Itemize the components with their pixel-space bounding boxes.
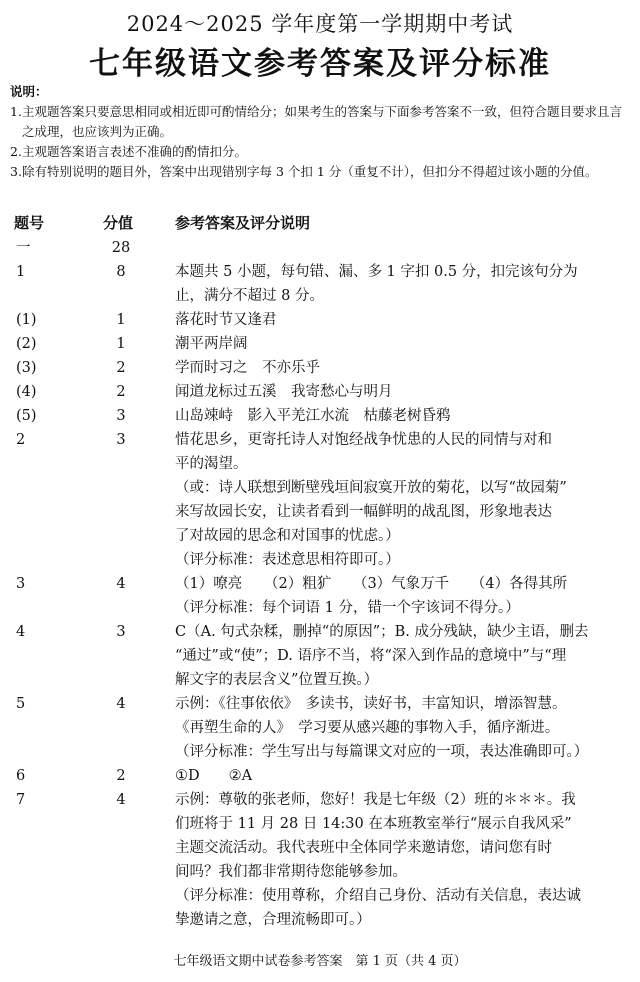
table-row <box>0 428 640 572</box>
instruction-text: 主观题答案只要意思相同或相近即可酌情给分；如果考生的答案与下面参考答案不一致，但符合题目要求且言之成理，也应该判为正确。 <box>22 104 623 139</box>
instruction-item <box>10 162 630 182</box>
answer-line: （评分标准：使用尊称，介绍自己身份、活动有关信息，表达诚 <box>175 888 581 904</box>
table-row <box>0 380 640 404</box>
answer-line: 间吗？我们都非常期待您能够参加。 <box>175 864 407 880</box>
answer-line: （评分标准：学生写出与每篇课文对应的一项，表达准确即可。） <box>175 744 589 760</box>
table-row <box>0 260 640 308</box>
column-header-question: 题号 <box>14 214 45 232</box>
table-header <box>0 212 640 234</box>
table-row <box>0 236 640 260</box>
question-number: 一 <box>16 240 31 256</box>
answer-text <box>175 356 633 380</box>
answer-line: 示例：《往事依依》 多读书，读好书，丰富知识，增添智慧。 <box>175 696 567 712</box>
answer-line: ①D ②A <box>175 768 253 784</box>
table-row <box>0 308 640 332</box>
answer-line: 解文字的表层含义”位置互换。） <box>175 672 379 688</box>
question-number: 3 <box>16 576 26 592</box>
answer-text <box>175 260 633 308</box>
answer-line: （或：诗人联想到断壁残垣间寂寞开放的菊花，以写“故园菊” <box>175 480 567 496</box>
instruction-number: 2. <box>10 144 22 159</box>
question-number: 1 <box>16 264 26 280</box>
question-number: 2 <box>16 432 26 448</box>
column-header-answer: 参考答案及评分说明 <box>175 214 311 232</box>
answer-line: （1）嘹亮 （2）粗犷 （3）气象万千 （4）各得其所 <box>175 576 568 592</box>
table-row <box>0 404 640 428</box>
question-score: 3 <box>116 432 126 448</box>
question-number: (5) <box>16 408 37 424</box>
question-score: 2 <box>116 384 126 400</box>
table-row <box>0 620 640 692</box>
answer-line: 来写故园长安，让读者看到一幅鲜明的战乱图，形象地表达 <box>175 504 552 520</box>
question-number: (2) <box>16 336 37 352</box>
answer-line: 止，满分不超过 8 分。 <box>175 288 324 304</box>
question-score: 2 <box>116 768 126 784</box>
table-row <box>0 764 640 788</box>
question-number: (3) <box>16 360 37 376</box>
instruction-number: 3. <box>10 164 22 179</box>
answer-line: （评分标准：每个词语 1 分，错一个字该词不得分。） <box>175 600 520 616</box>
page-title: 七年级语文参考答案及评分标准 <box>89 46 551 82</box>
question-number: (4) <box>16 384 37 400</box>
answer-text <box>175 380 633 404</box>
answer-text <box>175 404 633 428</box>
answer-line: 挚邀请之意，合理流畅即可。） <box>175 912 371 928</box>
instruction-text: 除有特别说明的题目外，答案中出现错别字每 3 个扣 1 分（重复不计），但扣分不得超过该小题的分值。 <box>22 164 598 179</box>
answer-line: 主题交流活动。我代表班中全体同学来邀请您，请问您有时 <box>175 840 552 856</box>
answer-text <box>175 692 633 764</box>
answer-text <box>175 788 633 932</box>
answer-line: 学而时习之 不亦乐乎 <box>175 360 320 376</box>
page-footer: 七年级语文期中试卷参考答案 第 1 页（共 4 页） <box>173 954 467 969</box>
instruction-item <box>10 102 630 142</box>
answer-text <box>175 620 633 692</box>
table-row <box>0 692 640 764</box>
question-number: 4 <box>16 624 26 640</box>
instruction-text: 主观题答案语言表述不准确的酌情扣分。 <box>22 144 248 159</box>
instructions-block <box>10 82 630 182</box>
answer-line: 闻道龙标过五溪 我寄愁心与明月 <box>175 384 393 400</box>
table-row <box>0 572 640 620</box>
answer-line: （评分标准：表述意思相符即可。） <box>175 552 400 568</box>
question-score: 28 <box>111 240 131 256</box>
answer-line: 潮平两岸阔 <box>175 336 248 352</box>
answer-text <box>175 332 633 356</box>
answer-line: 落花时节又逢君 <box>175 312 277 328</box>
question-number: 6 <box>16 768 26 784</box>
answer-line: 山岛竦峙 影入平羌江水流 枯藤老树昏鸦 <box>175 408 451 424</box>
question-score: 1 <box>116 336 126 352</box>
instruction-item <box>10 142 630 162</box>
answer-line: 平的渴望。 <box>175 456 248 472</box>
answer-text <box>175 308 633 332</box>
answer-line: 惜花思乡，更寄托诗人对饱经战争忧患的人民的同情与对和 <box>175 432 552 448</box>
exam-subtitle: 2024～2025 学年度第一学期期中考试 <box>126 12 514 36</box>
question-score: 8 <box>116 264 126 280</box>
answer-text <box>175 572 633 620</box>
instruction-number: 1. <box>10 104 22 119</box>
question-score: 3 <box>116 624 126 640</box>
question-score: 4 <box>116 792 126 808</box>
answer-line: 们班将于 11 月 28 日 14:30 在本班教室举行“展示自我风采” <box>175 816 572 832</box>
answer-text <box>175 764 633 788</box>
question-score: 1 <box>116 312 126 328</box>
question-number: 5 <box>16 696 26 712</box>
table-row <box>0 788 640 932</box>
question-score: 4 <box>116 576 126 592</box>
answer-line: 示例：尊敬的张老师，您好！我是七年级（2）班的＊＊＊。我 <box>175 792 576 808</box>
question-score: 4 <box>116 696 126 712</box>
answer-text <box>175 428 633 572</box>
answer-line: 了对故园的思念和对国事的忧虑。） <box>175 528 400 544</box>
answer-line: C（A. 句式杂糅，删掉“的原因”；B. 成分残缺，缺少主语，删去 <box>175 624 589 640</box>
answer-line: “通过”或“使”；D. 语序不当，将“深入到作品的意境中”与“理 <box>175 648 567 664</box>
column-header-score: 分值 <box>103 214 134 232</box>
answer-line: 本题共 5 小题，每句错、漏、多 1 字扣 0.5 分，扣完该句分为 <box>175 264 578 280</box>
question-score: 2 <box>116 360 126 376</box>
question-number: 7 <box>16 792 26 808</box>
question-score: 3 <box>116 408 126 424</box>
question-number: (1) <box>16 312 37 328</box>
table-row <box>0 356 640 380</box>
answer-line: 《再塑生命的人》 学习要从感兴趣的事物入手，循序渐进。 <box>175 720 560 736</box>
answer-table <box>0 236 640 932</box>
instructions-heading: 说明： <box>10 84 48 99</box>
table-row <box>0 332 640 356</box>
